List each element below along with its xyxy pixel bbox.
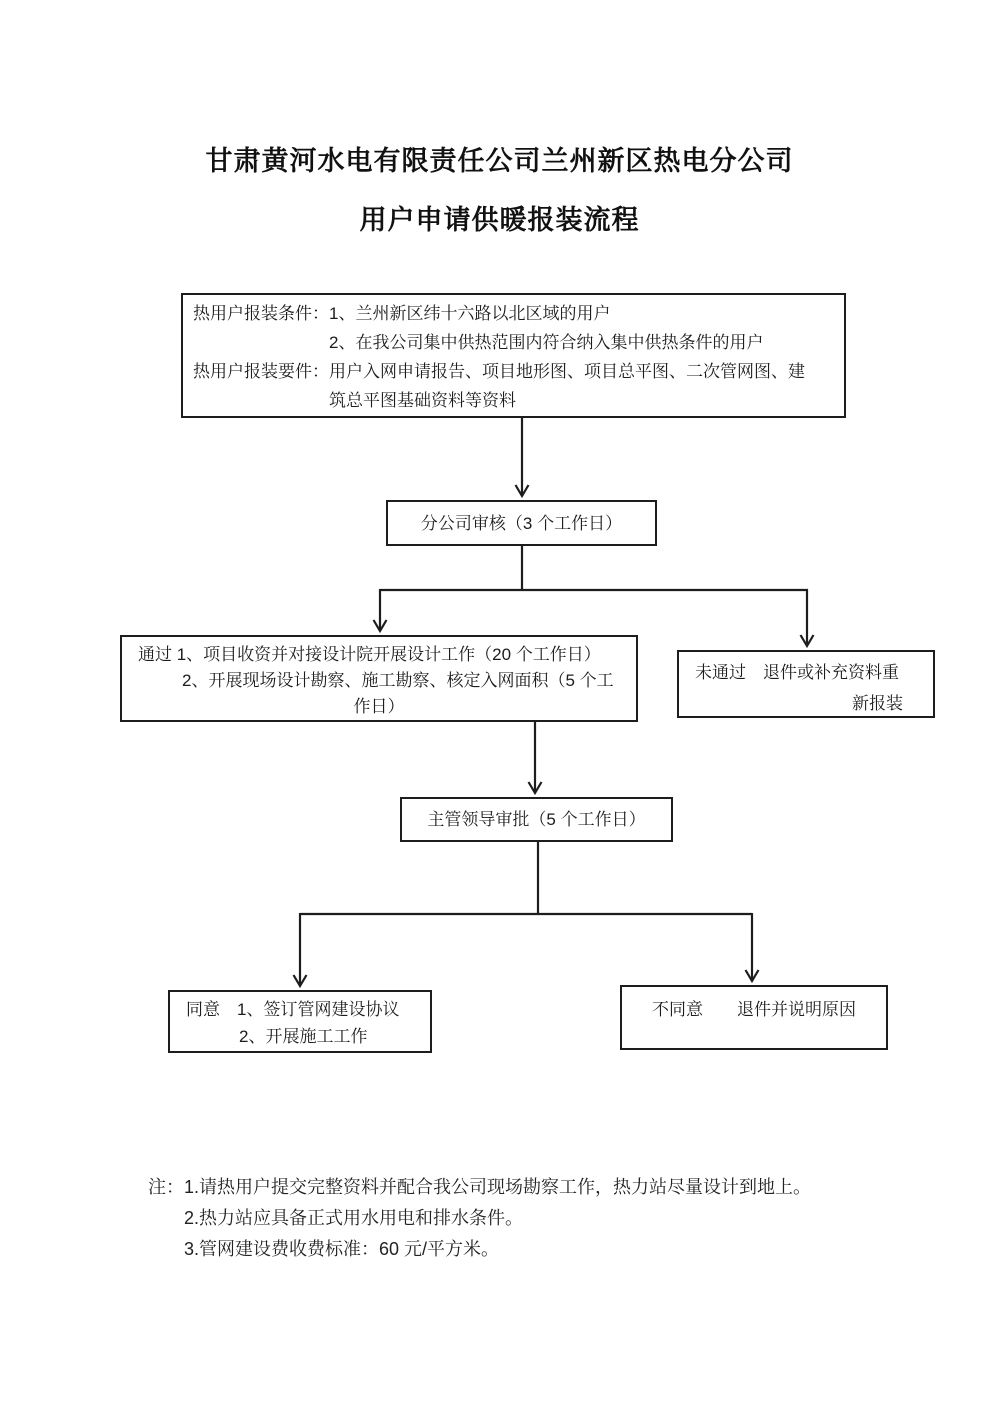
branch-review-box [386, 500, 657, 546]
requirements-line: 热用户报装要件：用户入网申请报告、项目地形图、项目总平图、二次管网图、建 [193, 362, 805, 381]
requirements-box [181, 293, 846, 418]
leader-approval-label: 主管领导审批（5 个工作日） [427, 810, 646, 829]
note-line: 3.管网建设费收费标准：60 元/平方米。 [184, 1239, 500, 1259]
rejected-box [677, 650, 935, 718]
approved-box [120, 635, 638, 722]
agree-box [168, 990, 432, 1053]
rejected-line: 未通过 退件或补充资料重 [695, 663, 899, 682]
notes [148, 1172, 868, 1265]
requirements-line: 筑总平图基础资料等资料 [329, 391, 516, 410]
requirements-line: 2、在我公司集中供热范围内符合纳入集中供热条件的用户 [329, 333, 764, 352]
disagree-box [620, 985, 888, 1050]
note-line: 1.请热用户提交完整资料并配合我公司现场勘察工作，热力站尽量设计到地上。 [184, 1177, 812, 1197]
disagree-line: 不同意 退件并说明原因 [652, 1000, 856, 1019]
page-subtitle: 用户申请供暖报装流程 [359, 205, 640, 235]
branch-review-label: 分公司审核（3 个工作日） [420, 513, 623, 533]
agree-line: 同意 1、签订管网建设协议 [186, 1000, 400, 1019]
connector-review-split [380, 546, 808, 590]
rejected-line: 新报装 [852, 694, 903, 713]
agree-line: 2、开展施工工作 [239, 1027, 368, 1046]
page-title: 甘肃黄河水电有限责任公司兰州新区热电分公司 [205, 146, 794, 176]
requirements-line: 热用户报装条件：1、兰州新区纬十六路以北区域的用户 [193, 304, 611, 323]
connector-leader-split [300, 842, 752, 914]
leader-approval-box [400, 797, 673, 842]
notes-label: 注： [148, 1177, 184, 1197]
approved-line: 作日） [353, 697, 405, 716]
approved-line: 2、开展现场设计勘察、施工勘察、核定入网面积（5 个工 [182, 671, 614, 690]
note-line: 2.热力站应具备正式用水用电和排水条件。 [184, 1208, 524, 1228]
approved-line: 通过 1、项目收资并对接设计院开展设计工作（20 个工作日） [138, 645, 601, 664]
notes-lines [184, 1172, 811, 1265]
